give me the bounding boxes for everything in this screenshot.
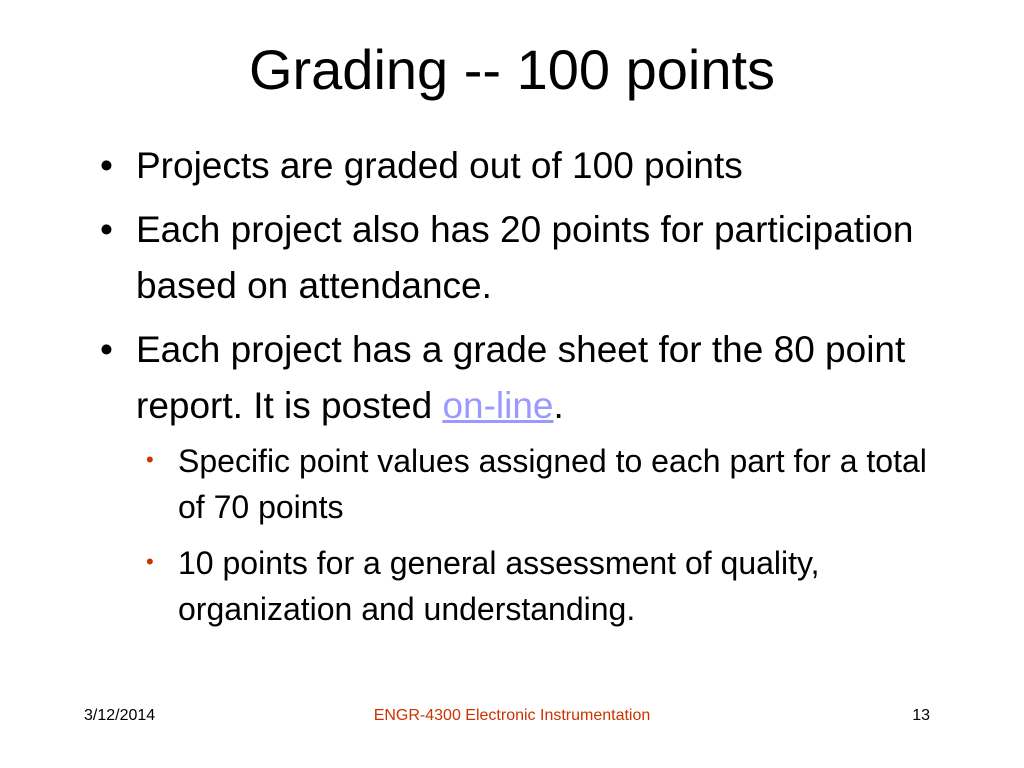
bullet-text-end: . [553, 385, 564, 426]
bullet-text: Each project has a grade sheet for the 80 point report. It is posted [136, 329, 906, 426]
sub-bullet-icon: • [146, 549, 154, 574]
sub-bullet-text: Specific point values assigned to each part for a total of 70 points [178, 443, 927, 525]
sub-bullet-icon: • [146, 447, 154, 472]
bullet-text: Projects are graded out of 100 points [136, 145, 743, 186]
bullet-icon: • [100, 209, 113, 250]
bullet-icon: • [100, 329, 113, 370]
sub-bullet-item-2 [96, 540, 956, 632]
bullet-item-3 [96, 322, 956, 434]
slide-body [96, 138, 956, 642]
footer-page-number: 13 [912, 707, 930, 724]
bullet-item-2 [96, 202, 956, 314]
footer-course-title: ENGR-4300 Electronic Instrumentation [373, 707, 651, 724]
bullet-item-1 [96, 138, 956, 194]
bullet-text: Each project also has 20 points for participation based on attendance. [136, 209, 914, 306]
on-line-link[interactable]: on-line [442, 385, 554, 426]
footer-date: 3/12/2014 [84, 707, 156, 724]
slide-title: Grading -- 100 points [248, 38, 776, 101]
bullet-icon: • [100, 145, 113, 186]
sub-bullet-text: 10 points for a general assessment of quality, organization and understanding. [178, 545, 820, 627]
sub-bullet-item-1 [96, 438, 956, 530]
